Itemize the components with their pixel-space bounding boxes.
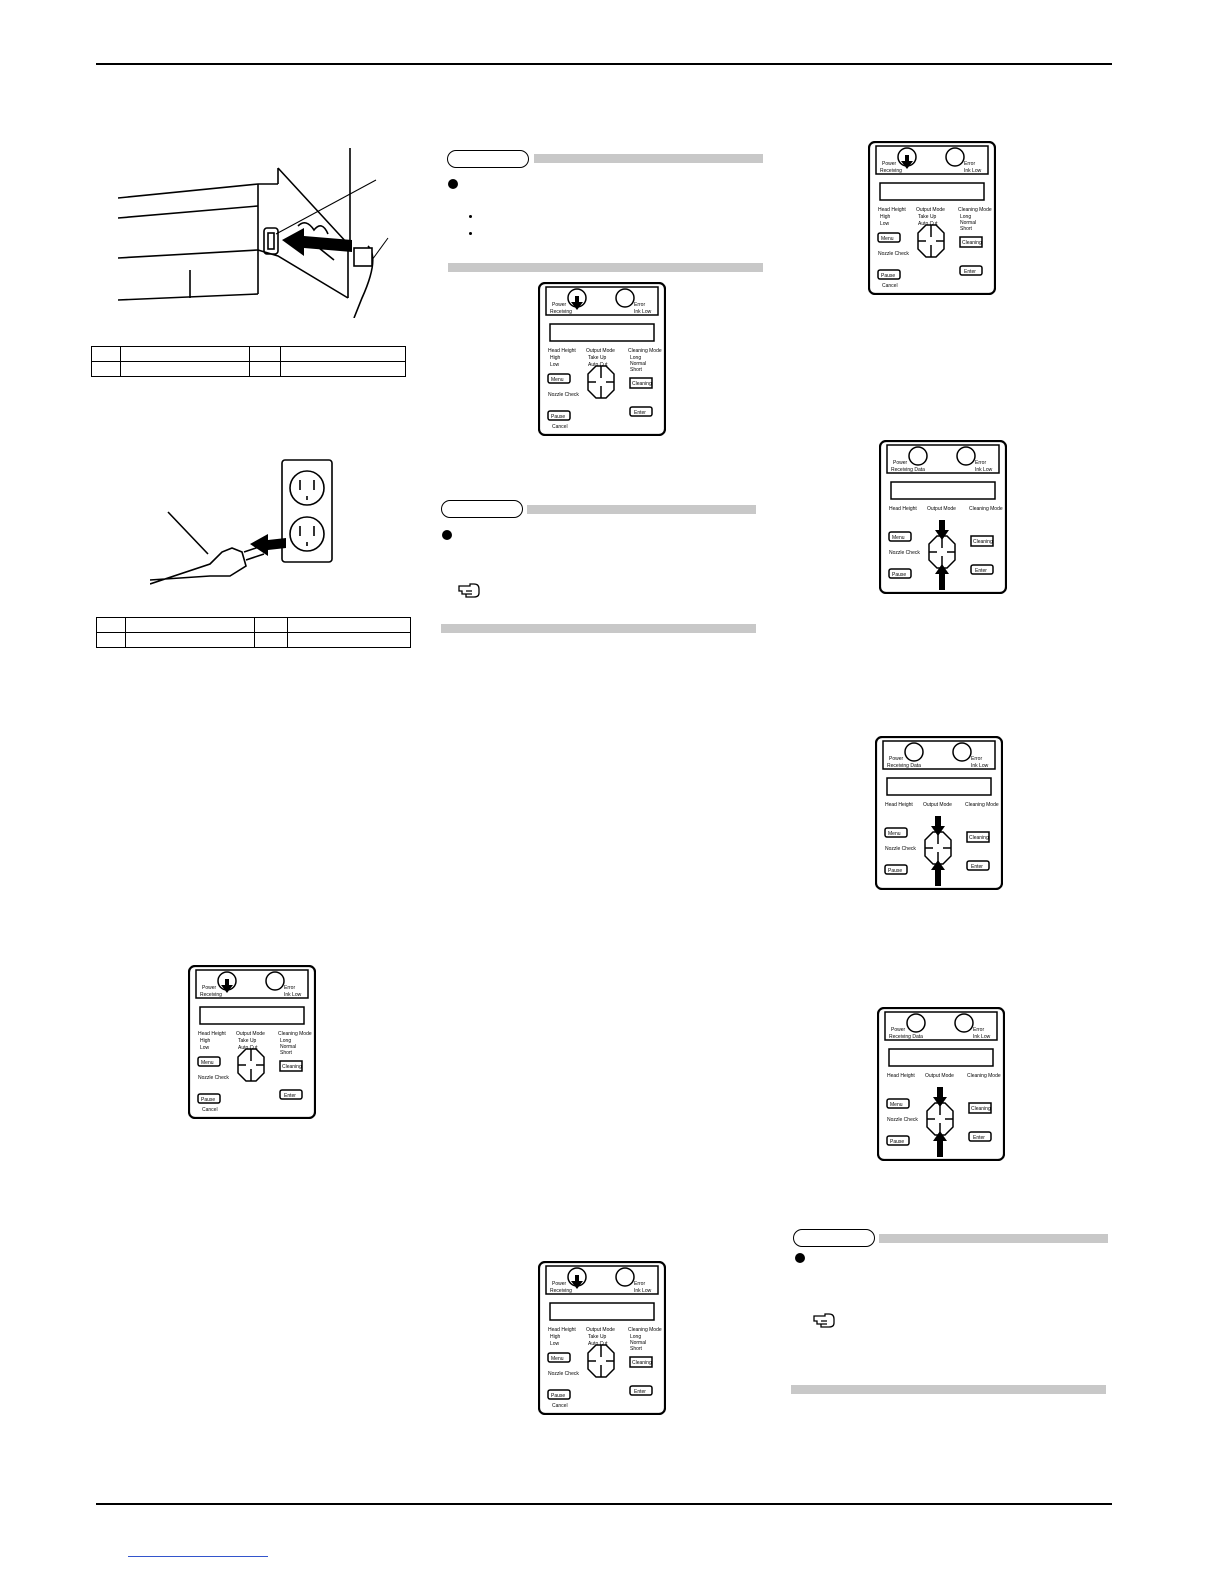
plug-outlet-illustration [150,456,340,586]
panel-take-up-label: Take Up [588,1334,607,1340]
panel-enter-label: Enter [973,1135,985,1141]
panel-cleaning-mode-label: Cleaning Mode [628,1327,662,1333]
header-rule [96,63,1112,65]
panel-high-label: High [880,214,891,220]
panel-enter-label: Enter [971,864,983,870]
panel-head-height-label: Head Height [548,348,576,354]
panel-ink-low-label: Ink Low [975,467,993,473]
panel-pause-label: Pause [201,1097,216,1103]
panel-menu-label: Menu [551,377,564,383]
panel-short-label: Short [630,367,642,373]
panel-cleaning-label: Cleaning [632,381,652,387]
note-bottom-bar-1 [448,263,763,272]
panel-take-up-label: Take Up [588,355,607,361]
note-bottom-bar-2 [441,624,756,633]
panel-low-label: Low [880,221,890,227]
control-panel-1 [188,965,316,1124]
panel-cleaning-mode-label: Cleaning Mode [969,506,1003,512]
pointing-hand-icon [458,582,480,598]
panel-take-up-label: Take Up [918,214,937,220]
panel-nozzle-check-label: Nozzle Check [887,1117,918,1123]
panel-receiving-label: Receiving [550,1288,572,1294]
panel-menu-label: Menu [551,1356,564,1362]
panel-low-label: Low [200,1045,210,1051]
panel-error-label: Error [971,756,983,762]
panel-low-label: Low [550,362,560,368]
panel-auto-cut-label: Auto Cut [918,221,938,227]
panel-cleaning-label: Cleaning [971,1106,991,1112]
panel-auto-cut-label: Auto Cut [588,362,608,368]
panel-menu-label: Menu [888,831,901,837]
panel-head-height-label: Head Height [878,207,906,213]
panel-cleaning-label: Cleaning [632,1360,652,1366]
panel-short-label: Short [630,1346,642,1352]
panel-output-mode-label: Output Mode [586,348,615,354]
panel-head-height-label: Head Height [885,802,913,808]
panel-cancel-label: Cancel [552,1403,568,1409]
control-panel-4 [868,141,996,300]
note-subbullet-1 [469,215,472,218]
panel-head-height-label: Head Height [887,1073,915,1079]
panel-power-label: Power [882,161,897,167]
panel-normal-label: Normal [960,220,977,226]
footer-rule [96,1503,1112,1505]
panel-ink-low-label: Ink Low [634,309,652,315]
panel-cancel-label: Cancel [202,1107,218,1113]
panel-error-label: Error [973,1027,985,1033]
panel-receiving-label: Receiving [550,309,572,315]
panel-menu-label: Menu [890,1102,903,1108]
panel-power-label: Power [891,1027,906,1033]
panel-nozzle-check-label: Nozzle Check [885,846,916,852]
legend-table-1 [91,346,406,377]
panel-ink-low-label: Ink Low [973,1034,991,1040]
panel-long-label: Long [960,214,972,220]
panel-cleaning-mode-label: Cleaning Mode [628,348,662,354]
panel-menu-label: Menu [892,535,905,541]
note-label-2 [441,500,523,518]
panel-auto-cut-label: Auto Cut [238,1045,258,1051]
panel-normal-label: Normal [630,1340,647,1346]
note-top-bar-3 [879,1234,1108,1243]
panel-cleaning-mode-label: Cleaning Mode [278,1031,312,1037]
panel-pause-label: Pause [888,868,903,874]
panel-long-label: Long [630,1334,642,1340]
panel-receiving-label: Receiving [200,992,222,998]
panel-error-label: Error [975,460,987,466]
panel-pause-label: Pause [551,414,566,420]
panel-error-label: Error [634,1281,646,1287]
panel-error-label: Error [634,302,646,308]
panel-ink-low-label: Ink Low [634,1288,652,1294]
panel-nozzle-check-label: Nozzle Check [548,1371,579,1377]
panel-output-mode-label: Output Mode [927,506,956,512]
note-bullet-2 [442,530,452,540]
panel-menu-label: Menu [201,1060,214,1066]
panel-ink-low-label: Ink Low [964,168,982,174]
note-bullet-1 [448,179,458,189]
panel-ink-low-label: Ink Low [971,763,989,769]
panel-take-up-label: Take Up [238,1038,257,1044]
panel-short-label: Short [960,226,972,232]
panel-pause-label: Pause [551,1393,566,1399]
panel-output-mode-label: Output Mode [923,802,952,808]
power-inlet-illustration [118,148,408,318]
panel-low-label: Low [550,1341,560,1347]
panel-power-label: Power [202,985,217,991]
note-bullet-3 [795,1253,805,1263]
panel-error-label: Error [964,161,976,167]
legend-table-2 [96,617,411,648]
note-label-3 [793,1229,875,1247]
panel-enter-label: Enter [964,269,976,275]
panel-pause-label: Pause [890,1139,905,1145]
panel-auto-cut-label: Auto Cut [588,1341,608,1347]
note-bottom-bar-3 [791,1385,1106,1394]
footer-link-underline[interactable] [128,1556,268,1557]
panel-power-label: Power [552,1281,567,1287]
panel-high-label: High [550,355,561,361]
panel-ink-low-label: Ink Low [284,992,302,998]
panel-pause-label: Pause [881,273,896,279]
note-label-1 [447,150,529,168]
panel-short-label: Short [280,1050,292,1056]
pointing-hand-icon [813,1312,835,1328]
panel-nozzle-check-label: Nozzle Check [548,392,579,398]
panel-enter-label: Enter [634,1389,646,1395]
panel-nozzle-check-label: Nozzle Check [878,251,909,257]
note-top-bar-1 [534,154,763,163]
panel-menu-label: Menu [881,236,894,242]
control-panel-5 [879,440,1007,599]
panel-cleaning-label: Cleaning [973,539,993,545]
panel-normal-label: Normal [280,1044,297,1050]
panel-cleaning-mode-label: Cleaning Mode [967,1073,1001,1079]
panel-enter-label: Enter [634,410,646,416]
panel-head-height-label: Head Height [889,506,917,512]
panel-cleaning-mode-label: Cleaning Mode [958,207,992,213]
panel-cleaning-label: Cleaning [969,835,989,841]
panel-output-mode-label: Output Mode [236,1031,265,1037]
panel-receiving-data-label: Receiving Data [887,763,921,769]
panel-receiving-data-label: Receiving Data [889,1034,923,1040]
panel-high-label: High [550,1334,561,1340]
panel-error-label: Error [284,985,296,991]
panel-power-label: Power [552,302,567,308]
panel-cleaning-label: Cleaning [282,1064,302,1070]
panel-nozzle-check-label: Nozzle Check [889,550,920,556]
panel-receiving-data-label: Receiving Data [891,467,925,473]
panel-cancel-label: Cancel [882,283,898,289]
panel-normal-label: Normal [630,361,647,367]
panel-cancel-label: Cancel [552,424,568,430]
panel-nozzle-check-label: Nozzle Check [198,1075,229,1081]
note-subbullet-2 [469,232,472,235]
panel-long-label: Long [630,355,642,361]
panel-output-mode-label: Output Mode [586,1327,615,1333]
panel-receiving-label: Receiving [880,168,902,174]
panel-power-label: Power [893,460,908,466]
panel-head-height-label: Head Height [548,1327,576,1333]
control-panel-6 [875,736,1003,895]
panel-pause-label: Pause [892,572,907,578]
control-panel-2 [538,282,666,441]
panel-cleaning-label: Cleaning [962,240,982,246]
control-panel-3 [538,1261,666,1420]
panel-output-mode-label: Output Mode [925,1073,954,1079]
panel-output-mode-label: Output Mode [916,207,945,213]
control-panel-7 [877,1007,1005,1166]
panel-enter-label: Enter [975,568,987,574]
panel-power-label: Power [889,756,904,762]
panel-head-height-label: Head Height [198,1031,226,1037]
note-top-bar-2 [527,505,756,514]
panel-cleaning-mode-label: Cleaning Mode [965,802,999,808]
panel-long-label: Long [280,1038,292,1044]
panel-enter-label: Enter [284,1093,296,1099]
panel-high-label: High [200,1038,211,1044]
